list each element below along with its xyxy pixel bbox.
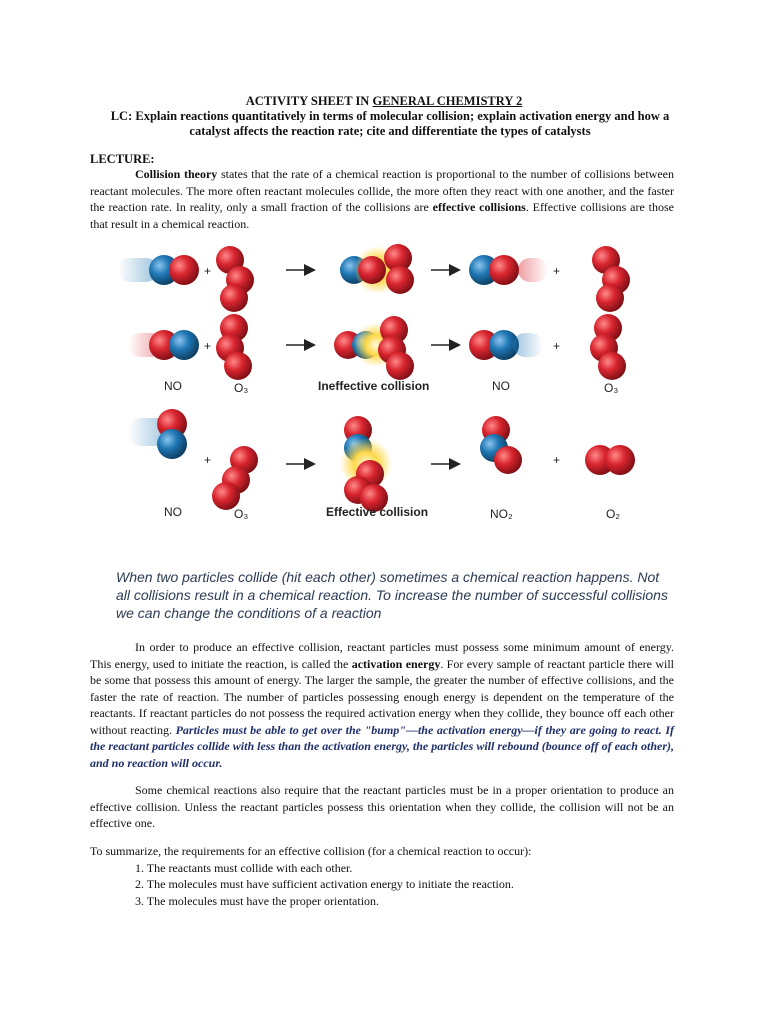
callout-note: When two particles collide (hit each other) sometimes a chemical reaction happens. Not all collisions result in a chemical reaction. To increase the number of successful collisions we can change the conditions of a reaction [116,569,668,621]
label-no: NO [164,505,182,519]
plus-sign: + [204,339,212,353]
oxygen-atom [358,256,386,284]
sheet-title: ACTIVITY SHEET IN GENERAL CHEMISTRY 2 [245,94,523,108]
row-2 [128,314,626,380]
oxygen-atom [494,446,522,474]
plus-sign: + [204,453,212,467]
nitrogen-atom [169,330,199,360]
list-item: 2. The molecules must have sufficient activation energy to initiate the reaction. [135,877,514,891]
oxygen-atom [212,482,240,510]
learning-competency: LC: Explain reactions quantitatively in terms of molecular collision; explain activation energy and how a catalyst affects the reaction rate; cite and differentiate the types of catalysts [110,109,670,138]
oxygen-atom [386,352,414,380]
emphasis-text: Particles must be able to get over the "bump"—the activation energy—if they are going to react. If the reactant particles collide with less than the activation energy, the particles will rebound (bounce off of each other), and no reaction will occur. [90,722,674,770]
motion-blur [518,258,548,282]
collision-diagram [108,238,656,530]
orientation-paragraph: Some chemical reactions also require that the reactant particles must be in a proper orientation to produce an effective collision. Unless the reactant particles possess this orientation when they collide, the collision will not be an effective one. [90,783,674,830]
label-o3: O₃ [234,381,249,395]
plus-sign: + [553,453,561,467]
label-o3: O₃ [234,507,249,521]
activation-energy-paragraph: In order to produce an effective collision, reactant particles must possess some minimum amount of energy. This energy, used to initiate the reaction, is called the activation energy. For every sample of reactant particle there will be some that possess this amount of energy. The larger the sample, the greater the number of effective collisions, and the faster the rate of reaction. The number of particles possessing enough energy is dependent on the temperature of the reactants. If reactant particles do not possess the required activation energy when they collide, they bounce off each other without reacting. Particles must be able to get over the "bump"—the activation energy—if they are going to react. If the reactant particles collide with less than the activation energy, the particles will rebound (bounce off of each other), and no reaction will occur. [90,640,674,770]
plus-sign: + [553,339,561,353]
row-3 [128,409,635,512]
label-no2: NO₂ [490,507,513,521]
list-item: 1. The reactants must collide with each other. [135,860,353,875]
lecture-heading: LECTURE: [90,152,155,166]
plus-sign: + [204,264,212,278]
oxygen-atom [598,352,626,380]
list-item: 3. The molecules must have the proper orientation. [135,893,380,908]
label-ineffective-collision: Ineffective collision [318,379,430,393]
collision-theory-paragraph: Collision theory states that the rate of a chemical reaction is proportional to the number of collisions between reactant molecules. The more often reactant molecules collide, the more often they react with one another, and the faster the reaction rate. In reality, only a small fraction of the collisions are effective collisions. Effective collisions are those that result in a chemical reaction. [90,167,674,231]
oxygen-atom [596,284,624,312]
label-o2: O₂ [606,507,620,521]
label-effective-collision: Effective collision [326,505,429,519]
row-1 [118,244,630,312]
oxygen-atom [605,445,635,475]
motion-blur [513,333,543,357]
oxygen-atom [224,352,252,380]
label-no: NO [164,379,182,393]
subject-name: GENERAL CHEMISTRY 2 [372,94,523,108]
summary-list [90,843,531,909]
summary-intro: To summarize, the requirements for an effective collision (for a chemical reaction to occur): [90,844,532,858]
label-o3-product: O₃ [604,381,619,395]
oxygen-atom [169,255,199,285]
label-no-product: NO [492,379,510,393]
oxygen-atom [386,266,414,294]
oxygen-atom [489,255,519,285]
nitrogen-atom [157,429,187,459]
oxygen-atom [220,284,248,312]
plus-sign: + [553,264,561,278]
